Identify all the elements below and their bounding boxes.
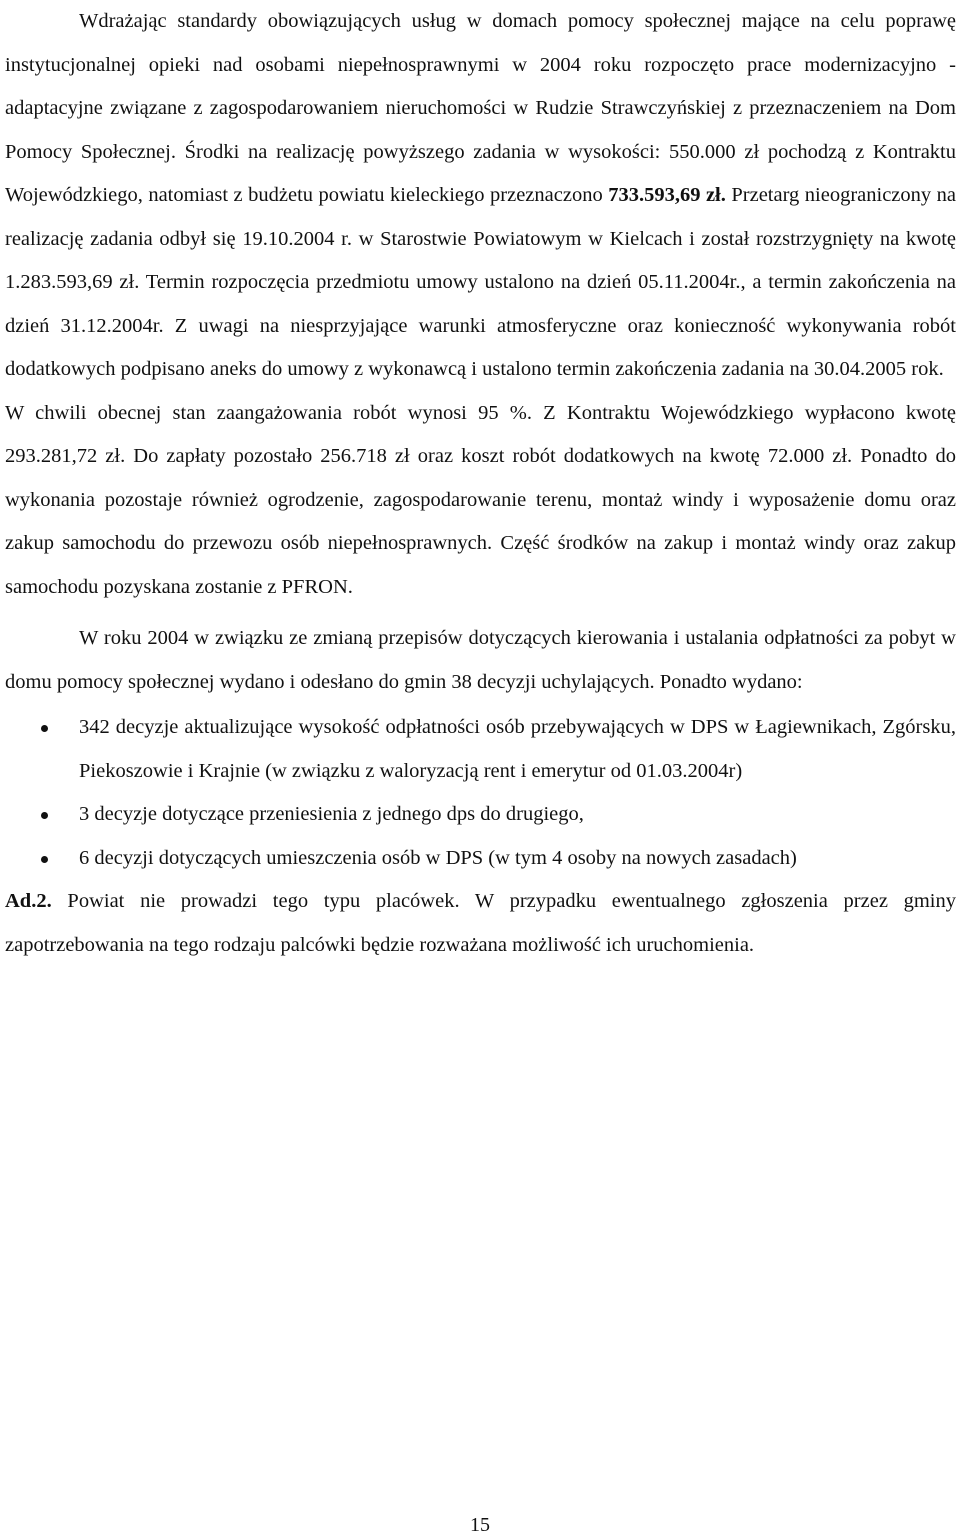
- budget-amount: 733.593,69 zł.: [608, 184, 726, 206]
- bullet-icon: [41, 856, 48, 863]
- paragraph-modernization-text: Wdrażając standardy obowiązujących usług w domach pomocy społecznej mające na celu poprawę instytucjonalnej opieki nad osobami niepełnosprawnymi w 2004 roku rozpoczęto prace modernizacyjno - adaptacyjne związane z zagospodarowaniem nieruchomości w Rudzie Strawczyńskiej z przeznaczeniem na Dom Pomocy Społecznej. Środki na realizację powyższego zadania w wysokości: 550.000 zł pochodzą z Kontraktu Wojewódzkiego, natomiast z budżetu powiatu kieleckiego przeznaczono: [5, 10, 956, 206]
- paragraph-ad2: [5, 880, 956, 967]
- paragraph-tender-text: Przetarg nieograniczony na realizację zadania odbył się 19.10.2004 r. w Starostwie Powiatowym w Kielcach i został rozstrzygnięty na kwotę 1.283.593,69 zł. Termin rozpoczęcia przedmiotu umowy ustalono na dzień 05.11.2004r., a termin zakończenia na dzień 31.12.2004r. Z uwagi na niesprzyjające warunki atmosferyczne oraz konieczność wykonywania robót dodatkowych podpisano aneks do umowy z wykonawcą i ustalono termin zakończenia zadania na 30.04.2005 rok.: [5, 184, 957, 380]
- paragraph-progress: W chwili obecnej stan zaangażowania robót wynosi 95 %. Z Kontraktu Wojewódzkiego wypłacono kwotę 293.281,72 zł. Do zapłaty pozostało 256.718 zł oraz koszt robót dodatkowych na kwotę 72.000 zł. Ponadto do wykonania pozostaje również ogrodzenie, zagospodarowanie terenu, montaż windy i wyposażenie domu oraz zakup samochodu do przewozu osób niepełnosprawnych. Część środków na zakup i montaż windy oraz zakup samochodu pozyskana zostanie z PFRON.: [5, 401, 956, 598]
- bullet-icon: [41, 812, 48, 819]
- ad2-text: Powiat nie prowadzi tego typu placówek. W przypadku ewentualnego zgłoszenia przez gminy zapotrzebowania na tego rodzaju palcówki będzie rozważana możliwość ich uruchomienia.: [5, 890, 956, 956]
- list-item: 6 decyzji dotyczących umieszczenia osób w DPS (w tym 4 osoby na nowych zasadach): [5, 837, 956, 881]
- decision-list: [5, 706, 956, 880]
- document-page: [5, 0, 956, 967]
- page-number: 15: [470, 1514, 490, 1536]
- list-item: 3 decyzje dotyczące przeniesienia z jednego dps do drugiego,: [5, 793, 956, 837]
- paragraph-decisions: W roku 2004 w związku ze zmianą przepisów dotyczących kierowania i ustalania odpłatności za pobyt w domu pomocy społecznej wydano i odesłano do gmin 38 decyzji uchylających. Ponadto wydano:: [5, 627, 956, 693]
- paragraph-modernization: [5, 0, 956, 392]
- ad2-label: Ad.2.: [5, 890, 52, 912]
- list-item: 342 decyzje aktualizujące wysokość odpłatności osób przebywających w DPS w Łagiewnikach, Zgórsku, Piekoszowie i Krajnie (w związku z waloryzacją rent i emerytur od 01.03.2004r): [5, 706, 956, 793]
- spacer: [5, 609, 956, 617]
- bullet-icon: [41, 725, 48, 732]
